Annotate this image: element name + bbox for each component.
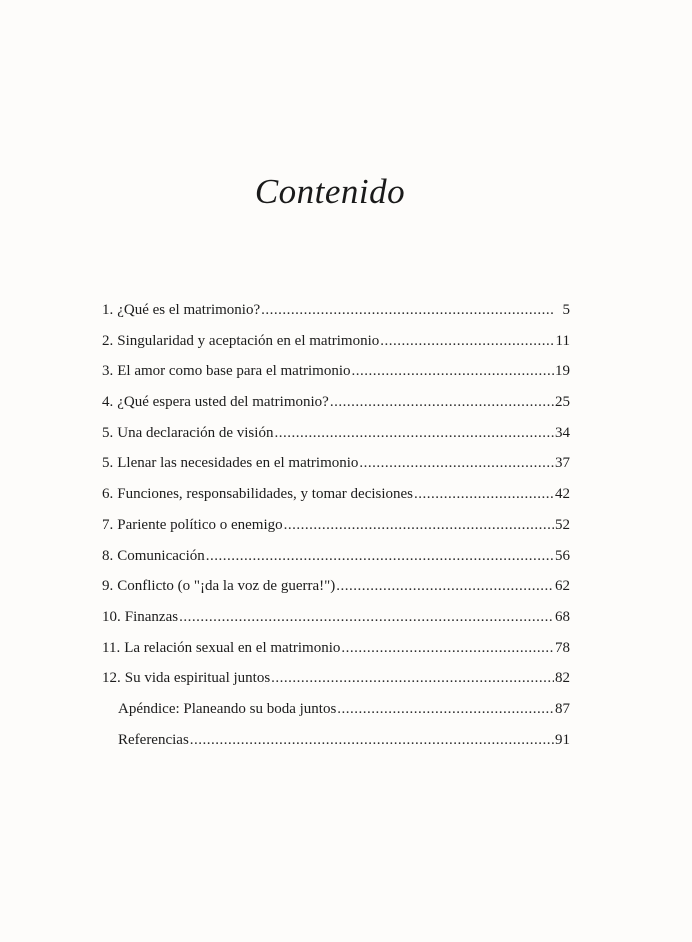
chapter-title: Apéndice: Planeando su boda juntos [118,700,337,717]
dot-leader [337,699,554,719]
page-number: 68 [555,608,570,625]
toc-entry-13 [102,668,570,699]
dot-leader [206,546,554,566]
chapter-title: Funciones, responsabilidades, y tomar decisiones [117,486,414,503]
chapter-number: 10. [102,608,121,625]
chapter-title: Llenar las necesidades en el matrimonio [117,455,359,472]
chapter-number: 3. [102,363,114,380]
chapter-number: 9. [102,578,114,595]
page-number: 11 [555,332,570,349]
chapter-number: 5. [102,455,114,472]
toc-entry-5 [102,423,570,454]
page-number: 25 [555,394,570,411]
page-number: 56 [555,547,570,564]
dot-leader [179,607,554,627]
page-number: 34 [555,424,570,441]
dot-leader [341,638,554,658]
chapter-number: 4. [102,394,114,411]
chapter-number: 12. [102,670,121,687]
chapter-title: ¿Qué es el matrimonio? [117,302,261,318]
chapter-title: El amor como base para el matrimonio [117,363,351,380]
page-number: 82 [555,670,570,687]
dot-leader [284,515,554,535]
toc-entry-appendix [102,699,570,730]
chapter-number: 1. [102,302,114,318]
dot-leader [359,453,554,473]
toc-entry-2 [102,331,570,362]
dot-leader [271,668,554,688]
toc-entry-8 [102,515,570,546]
toc-entry-12 [102,638,570,669]
dot-leader [330,392,554,412]
dot-leader [274,423,554,443]
page-number: 19 [555,363,570,380]
chapter-title: Singularidad y aceptación en el matrimonio [117,332,380,349]
page-number: 91 [555,731,570,748]
chapter-title: Finanzas [124,608,179,625]
chapter-title: ¿Qué espera usted del matrimonio? [117,394,329,411]
dot-leader [336,576,554,596]
toc-entry-1 [102,300,570,331]
page-number: 78 [555,639,570,656]
chapter-title: Conflicto (o "¡da la voz de guerra!") [117,578,336,595]
page-number: 5 [562,302,570,318]
toc-entry-references [102,730,570,761]
dot-leader [352,361,554,381]
chapter-title: Comunicación [117,547,205,564]
chapter-title: Una declaración de visión [117,424,274,441]
chapter-title: Pariente político o enemigo [117,516,283,533]
toc-entry-6 [102,453,570,484]
dot-leader [414,484,554,504]
page-number: 62 [555,578,570,595]
page-number: 37 [555,455,570,472]
toc-entry-7 [102,484,570,515]
chapter-title: Referencias [118,731,189,748]
dot-leader [380,331,554,351]
chapter-number: 8. [102,547,114,564]
chapter-number: 11. [102,639,121,656]
dot-leader [261,300,555,320]
chapter-title: La relación sexual en el matrimonio [124,639,341,656]
toc-entry-10 [102,576,570,607]
page-title: Contenido [254,172,406,211]
chapter-number: 7. [102,516,114,533]
page-number: 42 [555,486,570,503]
toc-entry-11 [102,607,570,638]
page-number: 52 [555,516,570,533]
chapter-title: Su vida espiritual juntos [124,670,271,687]
page-number: 87 [555,700,570,717]
dot-leader [190,730,554,750]
chapter-number: 6. [102,486,114,503]
toc-entry-4 [102,392,570,423]
toc-entry-9 [102,546,570,577]
toc-entry-3 [102,361,570,392]
chapter-number: 2. [102,332,114,349]
table-of-contents [102,300,570,760]
chapter-number: 5. [102,424,114,441]
